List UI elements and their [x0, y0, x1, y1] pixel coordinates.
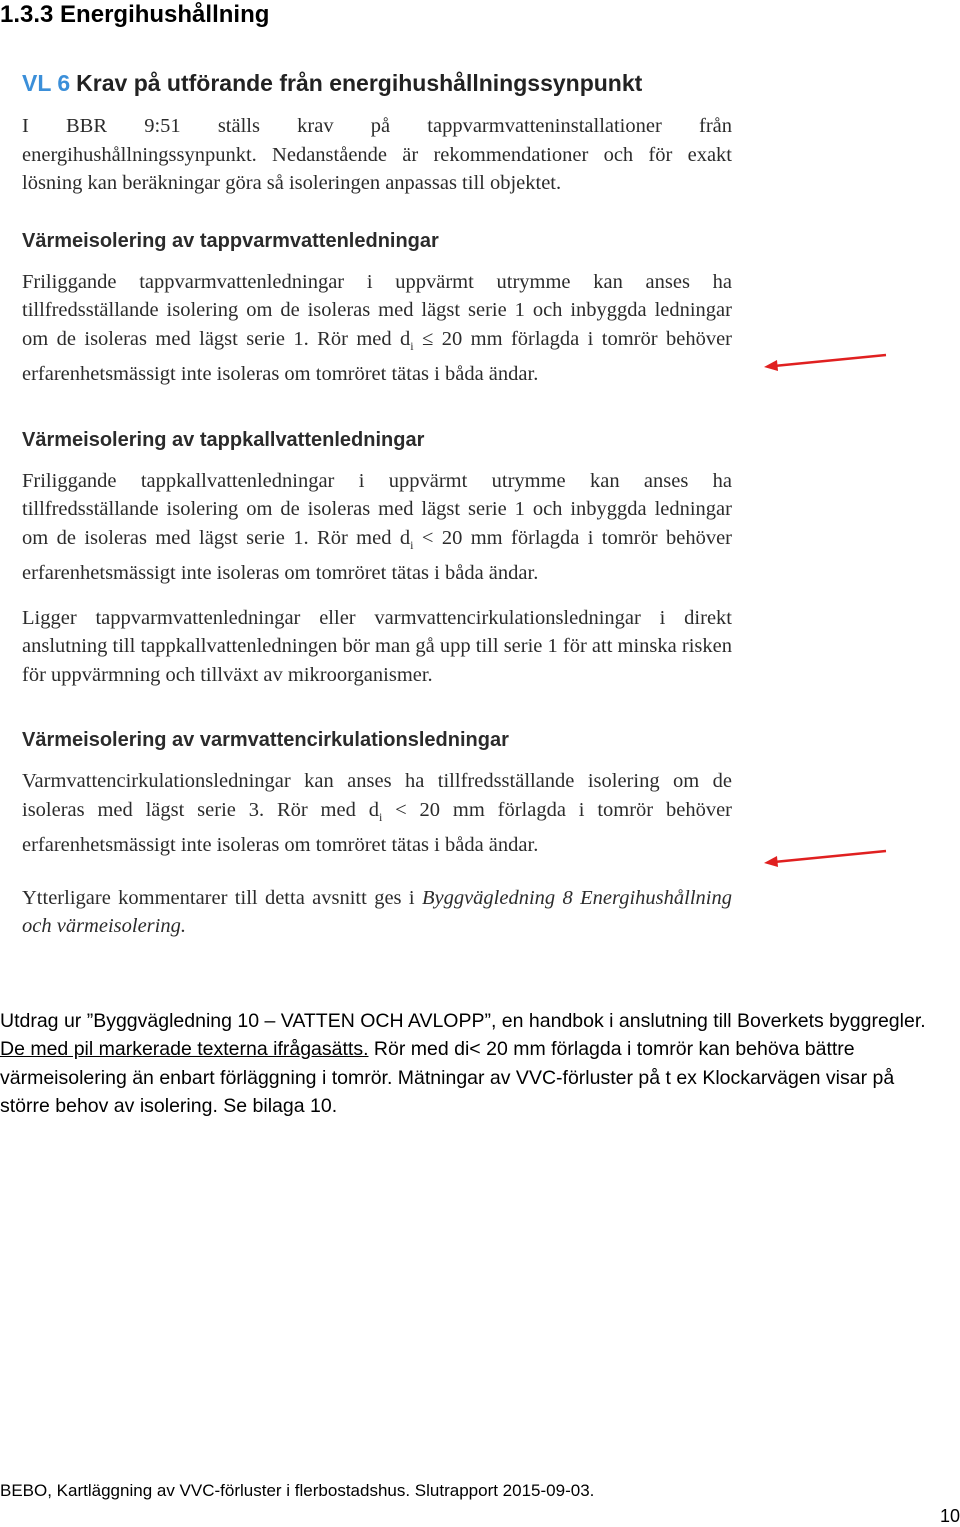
heading-cold-water: Värmeisolering av tappkallvattenledningar [22, 428, 425, 451]
arrow-icon-circulation [760, 848, 890, 872]
excerpt-title: Krav på utförande från energihushållningssynpunkt [76, 70, 643, 96]
arrow-icon-hot-water [760, 352, 890, 376]
paragraph-further-comments: Ytterligare kommentarer till detta avsnitt ges i Byggvägledning 8 Energihushållning och värmeisolering. [22, 886, 732, 938]
excerpt-label: VL 6 [22, 70, 71, 96]
paragraph-cold-water-extra: Ligger tappvarmvattenledningar eller varmvattencirkulationsledningar i direkt anslutning till tappkallvattenledningen bör man gå upp till serie 1 för att minska risken för uppvärmning och tillväxt av mikroorganismer. [22, 606, 732, 686]
page-number: 10 [939, 1506, 960, 1526]
caption: Utdrag ur ”Byggvägledning 10 – VATTEN OCH AVLOPP”, en handbok i anslutning till Boverkets byggregler. De med pil markerade texterna ifrågasätts. Rör med di< 20 mm förlagda i tomrör kan behöva bättre värmeisolering än enbart förläggning i tomrör. Mätningar av VVC-förluster på t ex Klockarvägen visar på större behov av isolering. Se bilaga 10. [0, 1010, 926, 1117]
paragraph-hot-water: Friliggande tappvarmvattenledningar i uppvärmt utrymme kan anses ha tillfredsställande isolering om de isoleras med lägst serie 1 och inbyggda ledningar om de isoleras med lägst serie 1. Rör med $d_i \le 20$ mm förlagda i tomrör behöver erfarenhetsmässigt inte isoleras om tomröret tätas i båda ändar. [22, 270, 733, 386]
section-heading: 1.3.3 Energihushållning [0, 1, 270, 28]
caption-underlined: De med pil markerade texterna ifrågasätts. [0, 1038, 369, 1061]
footer: BEBO, Kartläggning av VVC-förluster i flerbostadshus. Slutrapport 2015-09-03. [0, 1481, 595, 1500]
paragraph-circulation: Varmvattencirkulationsledningar kan anses ha tillfredsställande isolering om de isoleras med lägst serie 3. Rör med $d_i < 20$ mm förlagda i tomrör behöver erfarenhetsmässigt inte isoleras om tomröret tätas i båda ändar. [22, 770, 732, 857]
paragraph-cold-water: Friliggande tappkallvattenledningar i uppvärmt utrymme kan anses ha tillfredsställande isolering om de isoleras med lägst serie 1 och inbyggda ledningar om de isoleras med lägst serie 1. Rör med $d_i < 20$ mm förlagda i tomrör behöver erfarenhetsmässigt inte isoleras om tomröret tätas i båda ändar. [22, 469, 733, 585]
excerpt-title-row [22, 68, 732, 98]
scanned-excerpt [22, 68, 732, 941]
heading-circulation: Värmeisolering av varmvattencirkulationsledningar [22, 729, 509, 752]
excerpt-intro: I BBR 9:51 ställs krav på tappvarmvatteninstallationer från energihushållningssynpunkt. Nedanstående är rekommendationer och för exakt lösning kan beräkningar göra så isoleringen anpassas till objektet. [22, 115, 732, 194]
heading-hot-water: Värmeisolering av tappvarmvattenledningar [22, 229, 439, 252]
